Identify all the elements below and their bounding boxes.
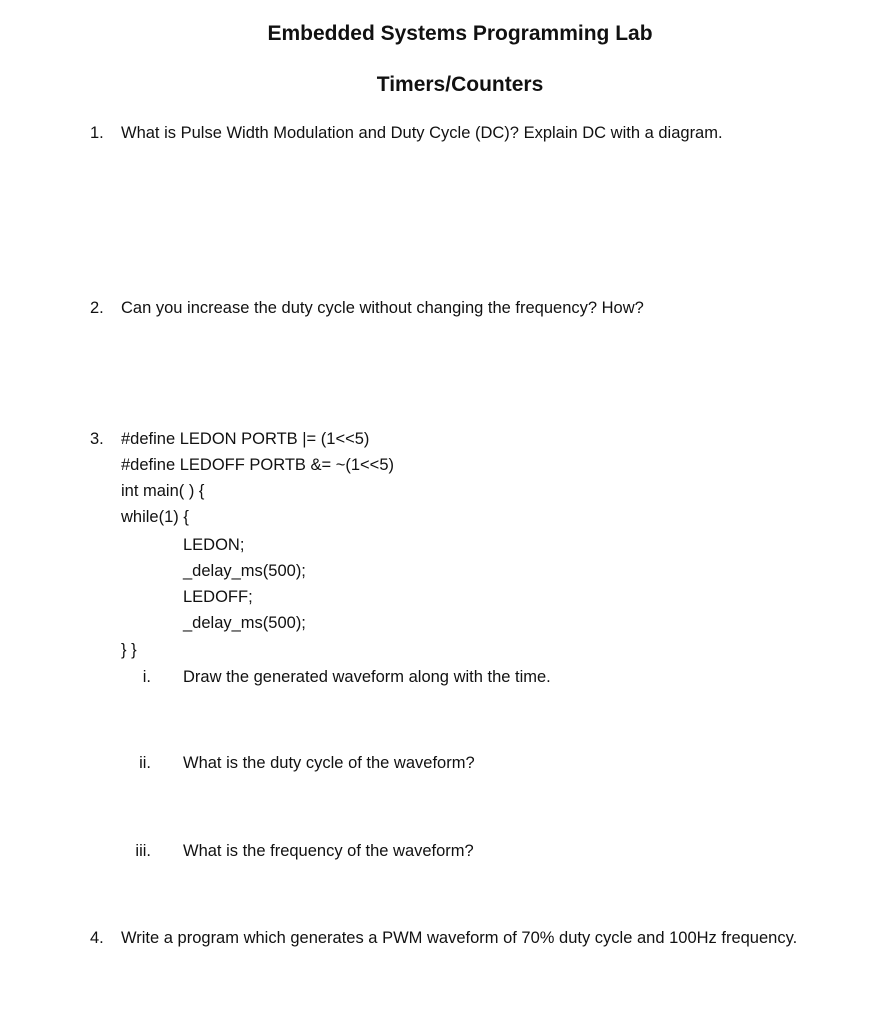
question-text: What is Pulse Width Modulation and Duty Cycle (DC)? Explain DC with a diagram.	[121, 124, 723, 142]
code-line: #define LEDON PORTB |= (1<<5)	[121, 430, 370, 448]
code-line: while(1) {	[121, 508, 189, 526]
question-number: 3.	[90, 430, 104, 448]
sub-question-number: ii.	[139, 754, 151, 772]
code-line: LEDON;	[183, 536, 245, 554]
code-line: LEDOFF;	[183, 588, 253, 606]
sub-question-number: iii.	[135, 842, 151, 860]
page-subtitle: Timers/Counters	[376, 73, 544, 96]
code-line: #define LEDOFF PORTB &= ~(1<<5)	[121, 456, 394, 474]
code-line: _delay_ms(500);	[183, 614, 306, 632]
code-line: } }	[121, 641, 137, 659]
page-title: Embedded Systems Programming Lab	[267, 22, 653, 45]
sub-question-text: What is the duty cycle of the waveform?	[183, 754, 475, 772]
sub-question-number: i.	[142, 668, 151, 686]
sub-question-text: Draw the generated waveform along with the time.	[183, 668, 551, 686]
question-text: Write a program which generates a PWM waveform of 70% duty cycle and 100Hz frequency.	[121, 929, 798, 947]
code-line: int main( ) {	[121, 482, 205, 500]
question-number: 4.	[90, 929, 104, 947]
question-text: Can you increase the duty cycle without changing the frequency? How?	[121, 299, 644, 317]
question-number: 2.	[90, 299, 104, 317]
code-line: _delay_ms(500);	[183, 562, 306, 580]
question-number: 1.	[90, 124, 104, 142]
sub-question-text: What is the frequency of the waveform?	[183, 842, 474, 860]
